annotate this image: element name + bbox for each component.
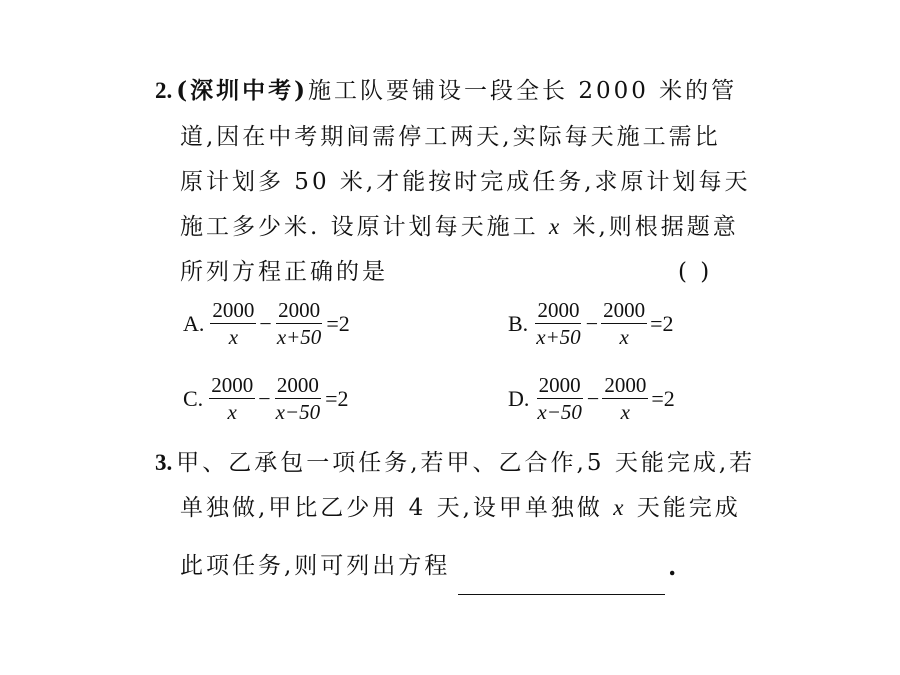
q2-text-2: 道,因在中考期间需停工两天,实际每天施工需比 [180,124,721,150]
option-b-fraction-2: $\frac{2000}{x}$ [603,298,646,349]
option-c-letter: C. [183,385,204,411]
answer-paren: ( ) [678,259,713,285]
q2-number: 2. [155,78,173,103]
q2-var-x: x [548,214,563,239]
q3-line-2 [180,493,741,523]
option-b-fraction-1: $\frac{2000}{x+50}$ [536,298,581,349]
option-c-fraction-2: $\frac{2000}{x-50}$ [275,373,321,424]
q3-number: 3. [155,450,173,475]
q3-line-1 [155,448,755,478]
q3-text-2: 单独做,甲比乙少用 4 天,设甲单独做 [180,495,603,521]
option-d-fraction-2: $\frac{2000}{x}$ [604,373,647,424]
option-c: C. $\frac{2000}{x}$ − $\frac{2000}{x-50}$ =2 [183,373,349,424]
q3-text-3: 天能完成 [636,495,741,521]
option-b: B. $\frac{2000}{x+50}$ − $\frac{2000}{x}$ =2 [508,298,674,349]
q2-line-3 [180,167,751,197]
q3-text-1: 甲、乙承包一项任务,若甲、乙合作,5 天能完成,若 [176,450,756,476]
q3-text-4: 此项任务,则可列出方程 [180,553,451,579]
q2-line-1 [155,76,737,106]
q2-text-4: 施工多少米. 设原计划每天施工 [180,214,539,240]
q2-text-1: 施工队要铺设一段全长 2000 米的管 [308,78,738,104]
option-a-fraction-1: $\frac{2000}{x}$ [212,298,255,349]
option-d-letter: D. [508,385,530,411]
option-a: A. $\frac{2000}{x}$ − $\frac{2000}{x+50}$ =2 [183,298,350,349]
option-c-fraction-1: $\frac{2000}{x}$ [211,373,254,424]
q2-line-5 [180,257,388,287]
option-d: D. $\frac{2000}{x-50}$ − $\frac{2000}{x}$ =2 [508,373,675,424]
option-d-fraction-1: $\frac{2000}{x-50}$ [537,373,582,424]
q3-end-period: . [668,552,677,581]
q3-var-x: x [613,495,627,520]
answer-blank-line[interactable] [458,594,665,595]
q2-text-6: 所列方程正确的是 [180,259,388,285]
option-b-letter: B. [508,310,529,336]
q2-text-3: 原计划多 50 米,才能按时完成任务,求原计划每天 [180,169,751,195]
q3-line-3 [180,551,450,581]
q2-text-5: 米,则根据题意 [572,214,739,240]
option-a-fraction-2: $\frac{2000}{x+50}$ [276,298,322,349]
q2-source: (深圳中考) [176,77,309,104]
q2-line-4 [180,212,739,242]
q2-line-2 [180,122,721,152]
option-a-letter: A. [183,310,205,336]
